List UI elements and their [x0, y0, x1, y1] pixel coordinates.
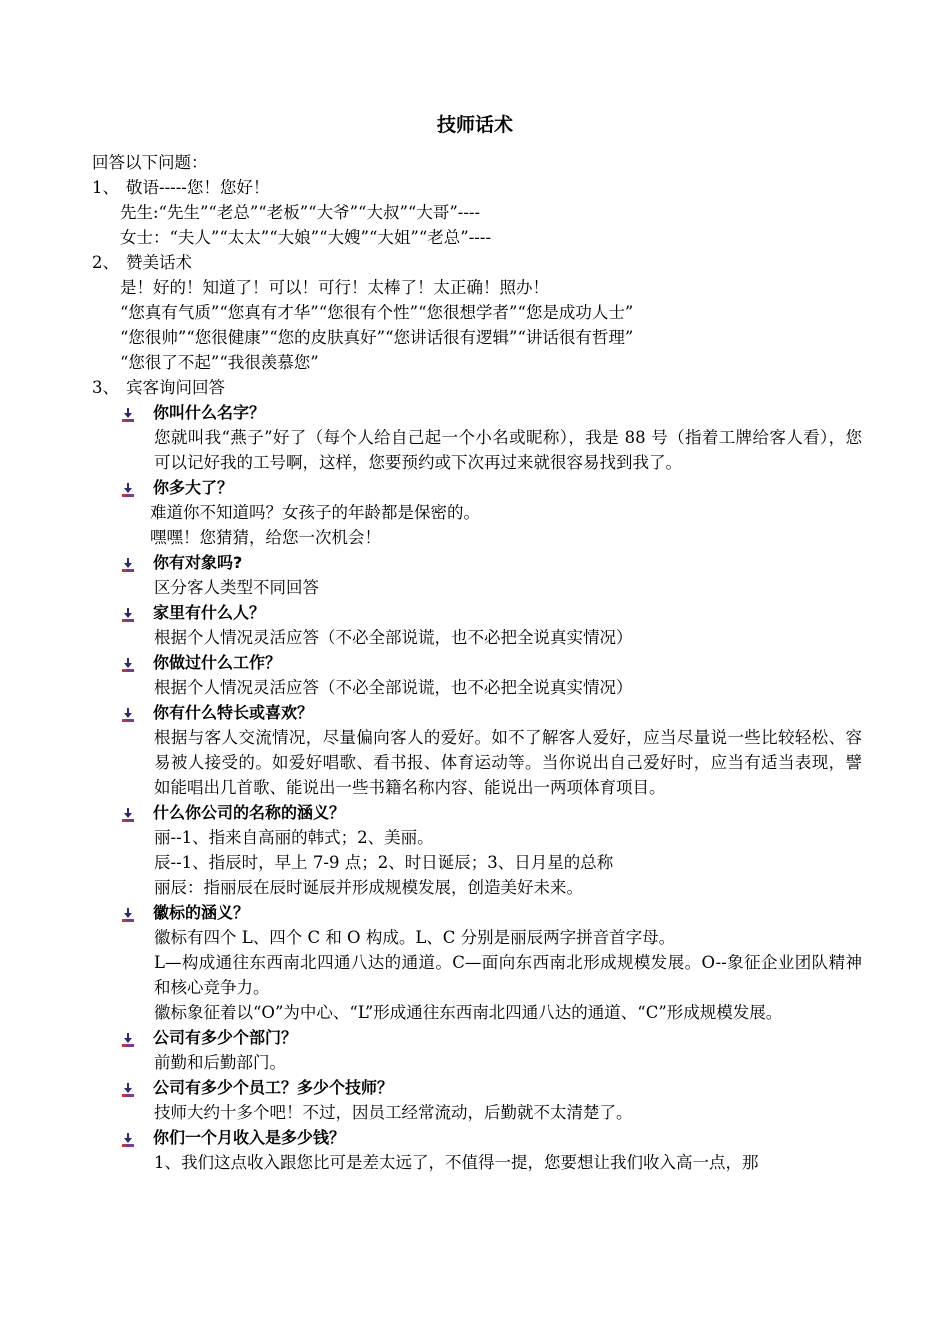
arrow-bullet-icon — [121, 405, 135, 421]
question-text: 家里有什么人？ — [153, 603, 266, 622]
arrow-bullet-icon — [121, 1030, 135, 1046]
question-text: 公司有多少个员工？多少个技师？ — [153, 1078, 394, 1097]
question-item — [121, 650, 862, 675]
question-item — [121, 550, 862, 575]
section-heading: 1、 敬语-----您！您好！ — [92, 178, 270, 197]
answer-text: 前勤和后勤部门。 — [154, 1053, 286, 1072]
question-item — [121, 1075, 862, 1100]
question-text: 你多大了？ — [153, 478, 234, 497]
question-item — [121, 700, 862, 725]
answer-text: 根据与客人交流情况，尽量偏向客人的爱好。如不了解客人爱好，应当尽量说一些比较轻松、容易被人接受的。如爱好唱歌、看书报、体育运动等。当你说出自己爱好时，应当有适当表现，譬如能唱出几首歌、能说出一些书籍名称内容、能说出一两项体育项目。 — [154, 728, 862, 797]
arrow-bullet-icon — [121, 805, 135, 821]
answer-text: 难道你不知道吗？女孩子的年龄都是保密的。 — [150, 503, 480, 522]
arrow-bullet-icon — [121, 705, 135, 721]
answer-text: 丽--1、指来自高丽的韩式；2、美丽。 — [154, 828, 434, 847]
question-text: 你们一个月收入是多少钱？ — [153, 1128, 346, 1147]
question-text: 徽标的涵义？ — [153, 903, 250, 922]
answer-text: 技师大约十多个吧！不过，因员工经常流动，后勤就不太清楚了。 — [154, 1103, 633, 1122]
question-item — [121, 600, 862, 625]
arrow-bullet-icon — [121, 1130, 135, 1146]
question-text: 你有什么特长或喜欢？ — [153, 703, 314, 722]
answer-text: 辰--1、指辰时，早上 7-9 点；2、时日诞辰；3、日月星的总称 — [154, 853, 614, 872]
section-line: “您很帅”“您很健康”“您的皮肤真好”“您讲话很有逻辑”“讲话很有哲理” — [120, 328, 634, 347]
section-heading: 3、 宾客询问回答 — [92, 378, 225, 397]
question-item — [121, 400, 862, 425]
answer-text: L—构成通往东西南北四通八达的通道。C—面向东西南北形成规模发展。O--象征企业团队精神和核心竞争力。 — [154, 953, 862, 997]
qa-list — [92, 400, 862, 1175]
arrow-bullet-icon — [121, 905, 135, 921]
question-item — [121, 1125, 862, 1150]
intro-text: 回答以下问题： — [92, 153, 208, 172]
question-text: 公司有多少个部门？ — [153, 1028, 298, 1047]
question-text: 你做过什么工作？ — [153, 653, 282, 672]
arrow-bullet-icon — [121, 480, 135, 496]
section-line: 女士：“夫人”“太太”“大娘”“大嫂”“大姐”“老总”---- — [120, 228, 492, 247]
section-heading: 2、 赞美话术 — [92, 253, 192, 272]
answer-text: 徽标象征着以“O”为中心、“L”形成通往东西南北四通八达的通道、“C”形成规模发展。 — [154, 1003, 783, 1022]
answer-text: 1、我们这点收入跟您比可是差太远了，不值得一提，您要想让我们收入高一点，那 — [154, 1153, 759, 1172]
arrow-bullet-icon — [121, 555, 135, 571]
section-line: “您很了不起”“我很羡慕您” — [120, 353, 319, 372]
answer-text: 区分客人类型不同回答 — [154, 578, 319, 597]
answer-text: 根据个人情况灵活应答（不必全部说谎，也不必把全说真实情况） — [154, 678, 633, 697]
question-item — [121, 800, 862, 825]
answer-text: 徽标有四个 L、四个 C 和 O 构成。L、C 分别是丽辰两字拼音首字母。 — [154, 928, 676, 947]
question-item — [121, 475, 862, 500]
question-text: 你叫什么名字？ — [153, 403, 266, 422]
document-title: 技师话术 — [436, 114, 513, 136]
answer-text: 您就叫我“燕子”好了（每个人给自己起一个小名或昵称），我是 88 号（指着工牌给客人看），您可以记好我的工号啊，这样，您要预约或下次再过来就很容易找到我了。 — [154, 428, 862, 472]
arrow-bullet-icon — [121, 655, 135, 671]
document-body — [92, 150, 862, 1175]
question-text: 你有对象吗? — [153, 553, 243, 572]
section-line: “您真有气质”“您真有才华”“您很有个性”“您很想学者”“您是成功人士” — [120, 303, 634, 322]
section-line: 先生:“先生”“老总”“老板”“大爷”“大叔”“大哥”---- — [120, 203, 481, 222]
question-item — [121, 1025, 862, 1050]
arrow-bullet-icon — [121, 605, 135, 621]
section-line: 是！好的！知道了！可以！可行！太棒了！太正确！照办！ — [120, 278, 549, 297]
question-item — [121, 900, 862, 925]
question-text: 什么你公司的名称的涵义？ — [153, 803, 346, 822]
answer-text: 嘿嘿！您猜猜，给您一次机会！ — [150, 528, 381, 547]
answer-text: 根据个人情况灵活应答（不必全部说谎，也不必把全说真实情况） — [154, 628, 633, 647]
answer-text: 丽辰：指丽辰在辰时诞辰并形成规模发展，创造美好未来。 — [154, 878, 583, 897]
arrow-bullet-icon — [121, 1080, 135, 1096]
